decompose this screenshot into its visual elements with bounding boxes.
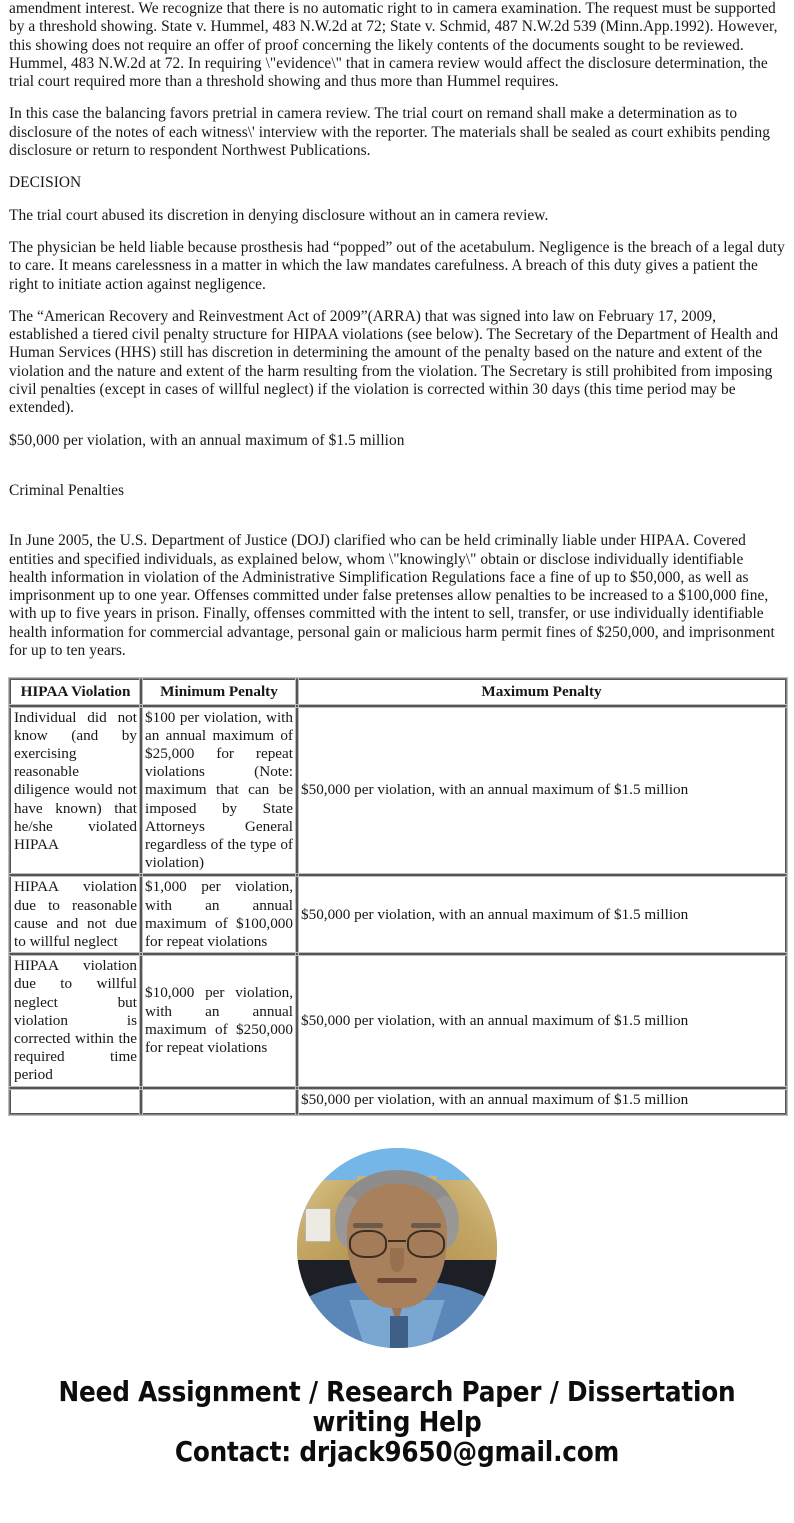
avatar-container	[0, 1148, 794, 1348]
heading-criminal-penalties: Criminal Penalties	[9, 481, 125, 499]
avatar-eyebrow-right	[411, 1223, 441, 1228]
cell-maximum-penalty: $50,000 per violation, with an annual maximum of $1.5 million	[297, 954, 786, 1087]
table-header-row	[10, 679, 786, 705]
glasses-lens-right-icon	[407, 1230, 445, 1258]
avatar-tie	[390, 1316, 408, 1348]
paragraph-arra-2009: The “American Recovery and Reinvestment Act of 2009”(ARRA) that was signed into law on February 17, 2009, established a tiered civil penalty structure for HIPAA violations (see below). The Secretary of the Department of Health and Human Services (HHS) still has discretion in determining the amount of the penalty based on the nature and extent of the violation and the nature and extent of the harm resulting from the violation. The Secretary is still prohibited from imposing civil penalties (except in cases of willful neglect) if the violation is corrected within 30 days (this time period may be extended).	[9, 307, 779, 417]
blank-line-spacer-2	[9, 514, 785, 532]
table-row	[10, 706, 786, 876]
paragraph-physician-liable: The physician be held liable because prosthesis had “popped” out of the acetabulum. Negligence is the breach of a legal duty to care. It means carelessness in a matter in which the law mandates carefulness. A breach of this duty gives a patient the right to initiate action against negligence.	[9, 238, 785, 293]
column-header-maximum-penalty: Maximum Penalty	[297, 679, 786, 705]
cell-violation: Individual did not know (and by exercising reasonable diligence would not have known) that he/she violated HIPAA	[10, 706, 141, 876]
cell-minimum-penalty: $1,000 per violation, with an annual maximum of $100,000 for repeat violations	[141, 875, 297, 954]
cell-minimum-penalty: $100 per violation, with an annual maximum of $25,000 for repeat violations (Note: maximum that can be imposed by State Attorneys General regardless of the type of violation)	[141, 706, 297, 876]
blank-line-spacer-1	[9, 464, 785, 482]
table-row	[10, 1088, 786, 1114]
cell-violation: HIPAA violation due to willful neglect but violation is corrected within the required time period	[10, 954, 141, 1087]
footer-call-to-action	[0, 1377, 794, 1467]
penalty-table-container	[9, 678, 785, 1114]
avatar	[297, 1148, 497, 1348]
paragraph-50000-per-violation: $50,000 per violation, with an annual maximum of $1.5 million	[9, 431, 405, 449]
heading-decision: DECISION	[9, 174, 82, 192]
cell-minimum-penalty: $10,000 per violation, with an annual maximum of $250,000 for repeat violations	[141, 954, 297, 1087]
paragraph-doj-june-2005: In June 2005, the U.S. Department of Justice (DOJ) clarified who can be held criminally liable under HIPAA. Covered entities and specified individuals, as explained below, whom \"knowingly\" obtain or disclose individually identifiable health information in violation of the Administrative Simplification Regulations face a fine of up to $50,000, as well as imprisonment up to one year. Offenses committed under false pretenses allow penalties to be increased to a $100,000 fine, with up to five years in prison. Finally, offenses committed with the intent to sell, transfer, or use individually identifiable health information for commercial advantage, personal gain or malicious harm permit fines of $250,000, and imprisonment for up to ten years.	[9, 532, 775, 660]
cell-violation: HIPAA violation due to reasonable cause and not due to willful neglect	[10, 875, 141, 954]
avatar-eyebrow-left	[353, 1223, 383, 1228]
column-header-hipaa-violation: HIPAA Violation	[10, 679, 141, 705]
cell-violation	[10, 1088, 141, 1114]
cta-contact-email: Contact: drjack9650@gmail.com	[174, 1435, 620, 1468]
cta-line-2: writing Help	[312, 1405, 482, 1438]
table-row	[10, 875, 786, 954]
column-header-minimum-penalty: Minimum Penalty	[141, 679, 297, 705]
avatar-nose	[390, 1248, 404, 1272]
cell-maximum-penalty: $50,000 per violation, with an annual maximum of $1.5 million	[297, 1088, 786, 1114]
avatar-mouth	[377, 1278, 417, 1283]
paragraph-balancing-favors: In this case the balancing favors pretrial in camera review. The trial court on remand shall make a determination as to disclosure of the notes of each witness\' interview with the reporter. The materials shall be sealed as court exhibits pending disclosure or return to respondent Northwest Publications.	[9, 105, 771, 160]
cell-maximum-penalty: $50,000 per violation, with an annual maximum of $1.5 million	[297, 875, 786, 954]
cell-minimum-penalty	[141, 1088, 297, 1114]
table-row	[10, 954, 786, 1087]
cta-line-1: Need Assignment / Research Paper / Dissertation	[58, 1375, 736, 1408]
paragraph-amendment-interest: amendment interest. We recognize that there is no automatic right to in camera examination. The request must be supported by a threshold showing. State v. Hummel, 483 N.W.2d at 72; State v. Schmid, 487 N.W.2d 539 (Minn.App.1992). However, this showing does not require an offer of proof concerning the likely contents of the documents sought to be reviewed. Hummel, 483 N.W.2d at 72. In requiring \"evidence\" that in camera review would affect the disclosure determination, the trial court required more than a threshold showing and thus more than Hummel requires.	[9, 0, 778, 91]
glasses-bridge-icon	[388, 1240, 406, 1242]
cell-maximum-penalty: $50,000 per violation, with an annual maximum of $1.5 million	[297, 706, 786, 876]
paragraph-trial-court-abused: The trial court abused its discretion in denying disclosure without an in camera review.	[9, 206, 549, 224]
glasses-lens-left-icon	[349, 1230, 387, 1258]
avatar-background-switch-plate	[305, 1208, 331, 1242]
hipaa-penalty-table	[9, 678, 787, 1114]
